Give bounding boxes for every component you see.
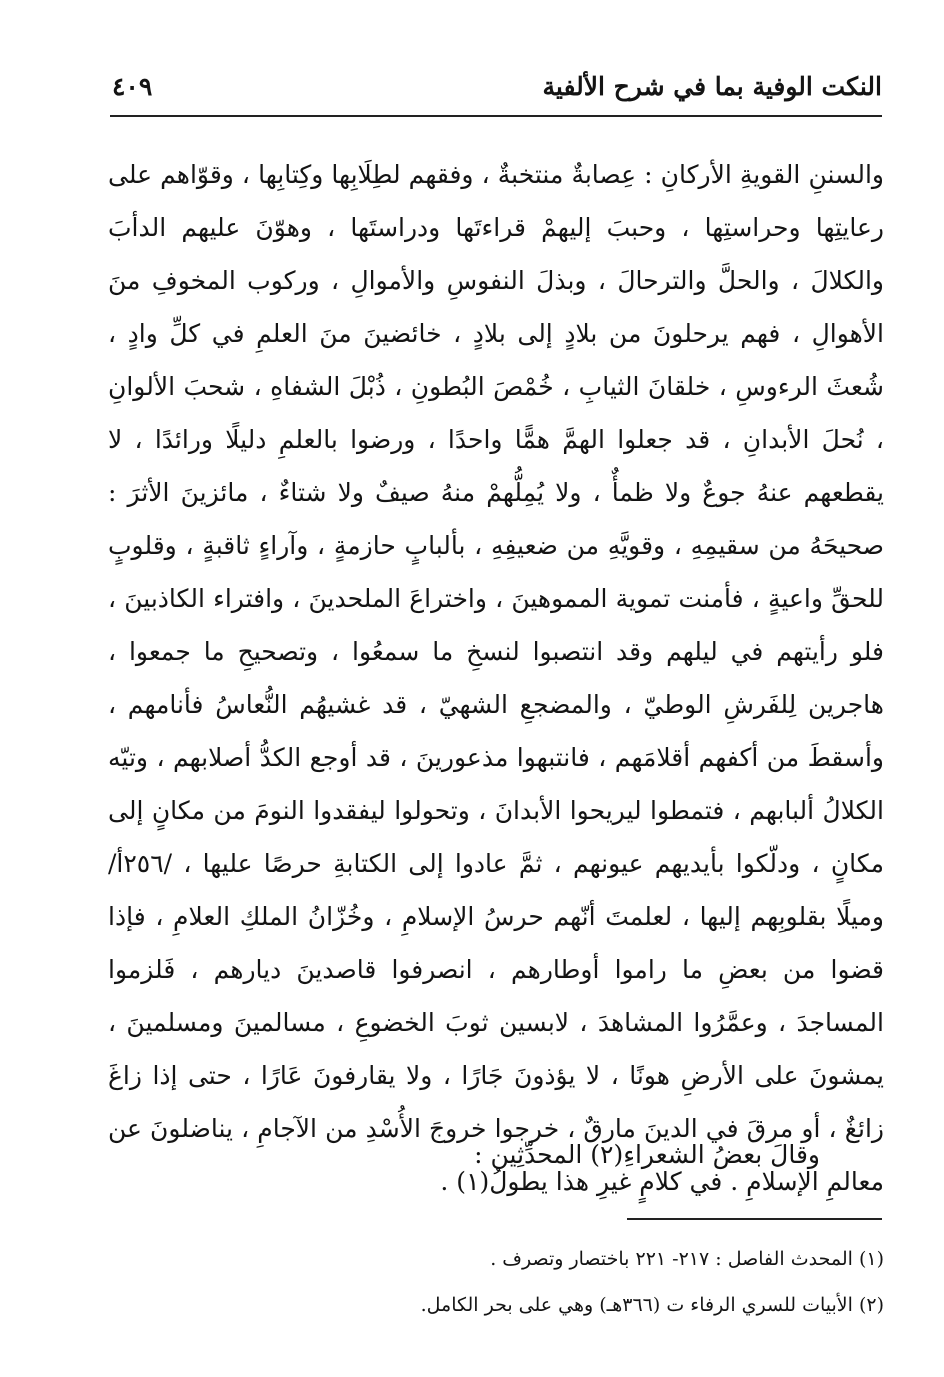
running-title: النكت الوفية بما في شرح الألفية bbox=[542, 72, 882, 101]
page-number: ٤٠٩ bbox=[112, 72, 153, 101]
footnote-divider bbox=[627, 1218, 882, 1220]
header-divider bbox=[110, 115, 882, 117]
footnote-1: (١) المحدث الفاصل : ٢١٧- ٢٢١ باختصار وتصرف . bbox=[490, 1248, 884, 1270]
footnotes bbox=[200, 1236, 884, 1328]
page-header bbox=[110, 66, 882, 110]
main-text bbox=[108, 148, 884, 1208]
footnote-2: (٢) الأبيات للسري الرفاء ت (٣٦٦هـ) وهي على بحر الكامل. bbox=[420, 1294, 884, 1316]
main-paragraph: والسننِ القويةِ الأركانِ : عِصابةٌ منتخبةٌ ، وفقهم لطِلَابِها وكِتابِها ، وقوّاهم على رعايتِها وحراستِها ، وحببَ إليهمْ قراءتَها ودراستَها ، وهوّنَ عليهم الدأبَ والكلالَ ، والحلَّ والترحالَ ، وبذلَ النفوسِ والأموالِ ، وركوب المخوفِ منَ الأهوالِ ، فهم يرحلونَ من بلادٍ إلى بلادٍ ، خائضينَ منَ العلمِ في كلِّ وادٍ ، شُعثَ الرءوسِ ، خلقانَ الثيابِ ، خُمْصَ البُطونِ ، ذُبْلَ الشفاهِ ، شحبَ الألوانِ ، نُحلَ الأبدانِ ، قد جعلوا الهمَّ همًّا واحدًا ، ورضوا بالعلمِ دليلًا ورائدًا ، لا يقطعهم عنهُ جوعٌ ولا ظمأٌ ، ولا يُمِلُّهمْ منهُ صيفٌ ولا شتاءٌ ، مائزينَ الأثرَ : صحيحَهُ من سقيمِهِ ، وقويَّهِ من ضعيفِهِ ، بألبابٍ حازمةٍ ، وآراءٍ ثاقبةٍ ، وقلوبٍ للحقِّ واعيةٍ ، فأمنت تموية المموهينَ ، واختراعَ الملحدينَ ، وافتراء الكاذبينَ ، فلو رأيتهم في ليلهم وقد انتصبوا لنسخِ ما سمعُوا ، وتصحيحِ ما جمعوا ، هاجرين لِلفَرشِ الوطيّ ، والمضجعِ الشهيّ ، قد غشيهُم النُّعاسُ فأنامهم ، وأسقطَ من أكفهم أقلامَهم ، فانتبهوا مذعورينَ ، قد أوجع الكدُّ أصلابهم ، وتيّه الكلالُ ألبابهم ، فتمطوا ليريحوا الأبدانَ ، وتحولوا ليفقدوا النومَ من مكانٍ إلى مكانٍ ، ودلّكوا بأيديهم عيونهم ، ثمَّ عادوا إلى الكتابةِ حرصًا عليها ، /٢٥٦أ/ وميلًا بقلوبِهم إليها ، لعلمتَ أنّهم حرسُ الإسلامِ ، وخُزّانُ الملكِ العلامِ ، فإذا قضوا من بعضِ ما راموا أوطارهم ، انصرفوا قاصدينَ ديارهم ، فَلزموا المساجدَ ، وعمَّرُوا المشاهدَ ، لابسين ثوبَ الخضوعِ ، مسالمينَ ومسلمينَ ، يمشونَ على الأرضِ هونًا ، لا يؤذونَ جَارًا ، ولا يقارفونَ عَارًا ، حتى إذا زاغَ زائغٌ ، أو مرقَ في الدينَ مارقٌ ، خرجوا خروجَ الأُسْدِ من الآجامِ ، يناضلونَ عن معالمِ الإسلامِ . في كلامٍ غيرِ هذا يطولُ(١) . bbox=[108, 160, 885, 1196]
verse-introduction: وقالَ بعضُ الشعراءِ(٢) المحدِّثِين : bbox=[474, 1140, 820, 1169]
